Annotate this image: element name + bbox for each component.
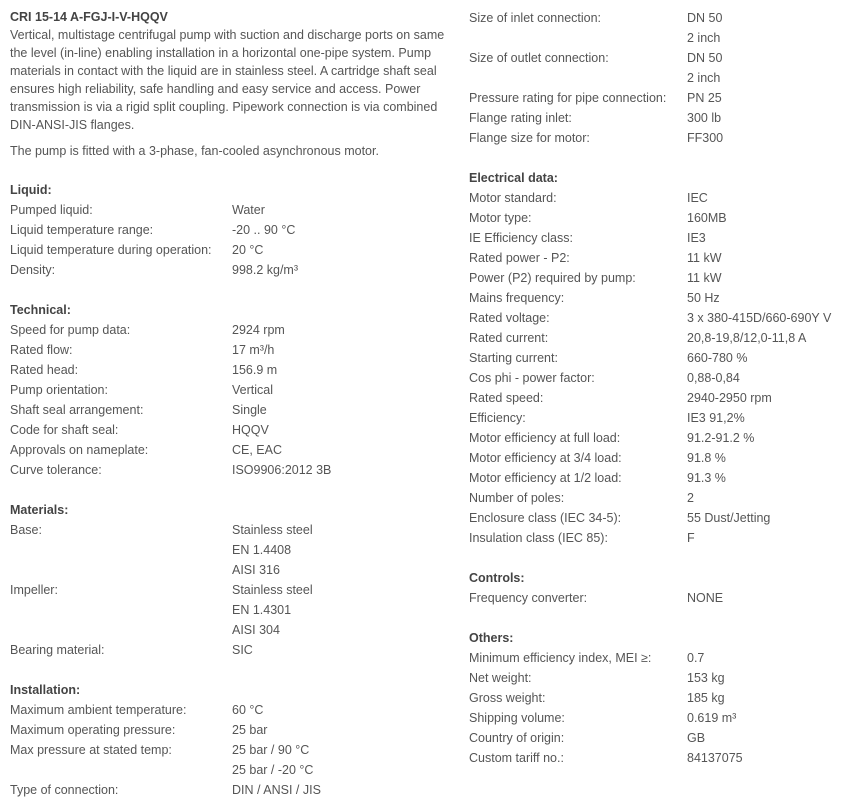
spec-row-enclosure-class-iec-34-5 [469,508,841,528]
spec-row-custom-tariff-no [469,748,841,768]
spec-label: Max pressure at stated temp: [10,743,172,757]
spec-label: Country of origin: [469,731,565,745]
spec-value: 91.2-91.2 % [687,431,755,445]
spec-row-efficiency [469,408,841,428]
spec-values [232,420,269,440]
spec-values [687,468,726,488]
spec-value: 2940-2950 rpm [687,391,772,405]
spec-label: Speed for pump data: [10,323,131,337]
spec-row-flange-size-for-motor [469,128,841,148]
spec-values [687,448,726,468]
spec-values [232,400,267,420]
spec-values [687,508,770,528]
spec-values [687,368,740,388]
spec-value: DIN / ANSI / JIS [232,783,321,797]
spec-values [687,268,722,288]
spec-row-maximum-ambient-temperature [10,700,450,720]
spec-value: 17 m³/h [232,343,275,357]
spec-value: 2 inch [687,31,721,45]
spec-label: Insulation class (IEC 85): [469,531,608,545]
spec-label: Efficiency: [469,411,526,425]
spec-row-rated-speed [469,388,841,408]
spec-label: Rated head: [10,363,79,377]
spec-label: Maximum ambient temperature: [10,703,187,717]
spec-label: IE Efficiency class: [469,231,573,245]
spec-row-size-of-inlet-connection [469,8,841,48]
spec-value: 25 bar [232,723,268,737]
spec-values [687,648,704,668]
spec-label: Liquid temperature during operation: [10,243,212,257]
spec-label: Flange rating inlet: [469,111,572,125]
spec-value: 3 x 380-415D/660-690Y V [687,311,832,325]
spec-row-pumped-liquid [10,200,450,220]
spec-label: Cos phi - power factor: [469,371,595,385]
spec-label: Liquid temperature range: [10,223,154,237]
section-spacer [10,660,450,680]
spec-label: Type of connection: [10,783,119,797]
spec-row-power-p2-required-by-pump [469,268,841,288]
spec-row-motor-efficiency-at-1-2-load [469,468,841,488]
spec-label: Gross weight: [469,691,546,705]
spec-value: IE3 [687,231,706,245]
spec-row-speed-for-pump-data [10,320,450,340]
spec-row-rated-flow [10,340,450,360]
spec-row-minimum-efficiency-index-mei [469,648,841,668]
spec-label: Number of poles: [469,491,565,505]
section-heading-materials: Materials: [10,503,69,517]
spec-value: 0.7 [687,651,705,665]
spec-values [687,88,722,108]
spec-label: Motor type: [469,211,532,225]
spec-row-ie-efficiency-class [469,228,841,248]
section-spacer [469,608,841,628]
spec-label: Pumped liquid: [10,203,93,217]
spec-value: PN 25 [687,91,722,105]
spec-values [232,360,277,380]
spec-row-rated-current [469,328,841,348]
spec-values [687,688,725,708]
spec-value: Water [232,203,265,217]
spec-values [687,128,723,148]
spec-value: FF300 [687,131,724,145]
spec-row-cos-phi-power-factor [469,368,841,388]
spec-value: 156.9 m [232,363,278,377]
spec-label: Motor efficiency at full load: [469,431,621,445]
spec-value: 25 bar / 90 °C [232,743,310,757]
spec-row-net-weight [469,668,841,688]
spec-row-motor-efficiency-at-3-4-load [469,448,841,468]
spec-values [687,408,745,428]
spec-value: 11 kW [687,251,722,265]
section-heading-liquid: Liquid: [10,183,52,197]
spec-label: Mains frequency: [469,291,565,305]
spec-value: IE3 91,2% [687,411,745,425]
spec-row-impeller [10,580,450,640]
spec-value: 2 inch [687,71,721,85]
spec-value: 50 Hz [687,291,720,305]
product-title: CRI 15-14 A-FGJ-I-V-HQQV [10,10,168,24]
spec-values [232,460,331,480]
spec-row-liquid-temperature-during-operation [10,240,450,260]
spec-value: Stainless steel [232,523,313,537]
spec-label: Rated power - P2: [469,251,570,265]
product-description: Vertical, multistage centrifugal pump with suction and discharge ports on same the level (in-line) enabling installation in a horizontal one-pipe system. Pump materials in contact with the liquid are in stainless steel. A cartridge shaft seal ensures high reliability, safe handling and easy service and access. Power transmission is via a rigid split coupling. Pipework connection is via combined DIN-ANSI-JIS flanges. [10,28,445,132]
spec-row-liquid-temperature-range [10,220,450,240]
spec-values [687,708,736,728]
motor-note: The pump is fitted with a 3-phase, fan-cooled asynchronous motor. [10,144,379,158]
spec-row-bearing-material [10,640,450,660]
spec-value: 160MB [687,211,727,225]
section-heading-technical: Technical: [10,303,71,317]
spec-value: 91.8 % [687,451,726,465]
section-heading-electrical-data: Electrical data: [469,171,558,185]
spec-label: Size of inlet connection: [469,11,602,25]
spec-value: 11 kW [687,271,722,285]
spec-value: 660-780 % [687,351,748,365]
spec-values [687,728,705,748]
spec-row-size-of-outlet-connection [469,48,841,88]
spec-value: 20 °C [232,243,264,257]
spec-values [687,208,727,228]
spec-values [687,488,694,508]
spec-row-gross-weight [469,688,841,708]
spec-value: 153 kg [687,671,725,685]
spec-label: Enclosure class (IEC 34-5): [469,511,622,525]
spec-values [687,308,831,328]
spec-row-base [10,520,450,580]
spec-row-motor-standard [469,188,841,208]
spec-label: Motor efficiency at 1/2 load: [469,471,622,485]
spec-value: Single [232,403,267,417]
spec-values [687,328,806,348]
spec-label: Pressure rating for pipe connection: [469,91,667,105]
spec-value: NONE [687,591,724,605]
spec-value: ISO9906:2012 3B [232,463,332,477]
spec-values [232,260,298,280]
spec-label: Custom tariff no.: [469,751,564,765]
spec-values [687,248,722,268]
spec-values [232,320,285,340]
spec-row-motor-efficiency-at-full-load [469,428,841,448]
spec-values [687,748,743,768]
spec-row-mains-frequency [469,288,841,308]
spec-value: 25 bar / -20 °C [232,763,314,777]
section-spacer [10,160,450,180]
spec-label: Motor efficiency at 3/4 load: [469,451,622,465]
spec-values [687,228,706,248]
spec-row-type-of-connection [10,780,450,800]
right-spec-sections [469,8,841,768]
spec-value: EN 1.4301 [232,603,292,617]
spec-row-insulation-class-iec-85 [469,528,841,548]
spec-values [232,640,253,660]
spec-value: AISI 316 [232,563,280,577]
left-column [10,8,450,800]
right-column [469,8,841,768]
spec-row-frequency-converter [469,588,841,608]
spec-label: Rated flow: [10,343,73,357]
spec-label: Impeller: [10,583,58,597]
spec-values [232,740,313,780]
spec-values [232,380,273,400]
spec-row-flange-rating-inlet [469,108,841,128]
spec-values [232,340,274,360]
spec-row-pressure-rating-for-pipe-connection [469,88,841,108]
spec-values [232,520,313,580]
spec-values [687,348,747,368]
section-spacer [10,280,450,300]
spec-label: Code for shaft seal: [10,423,119,437]
spec-label: Base: [10,523,42,537]
spec-row-max-pressure-at-stated-temp [10,740,450,780]
spec-values [232,220,295,240]
spec-value: 60 °C [232,703,264,717]
spec-value: 300 lb [687,111,722,125]
spec-values [232,240,263,260]
spec-values [232,780,321,800]
spec-values [687,108,721,128]
section-heading-installation: Installation: [10,683,81,697]
spec-row-shipping-volume [469,708,841,728]
spec-value: CE, EAC [232,443,283,457]
spec-value: IEC [687,191,708,205]
spec-row-country-of-origin [469,728,841,748]
spec-value: 2 [687,491,694,505]
spec-row-number-of-poles [469,488,841,508]
spec-values [687,388,772,408]
spec-value: AISI 304 [232,623,280,637]
spec-label: Rated current: [469,331,549,345]
spec-label: Motor standard: [469,191,557,205]
spec-row-rated-voltage [469,308,841,328]
spec-value: SIC [232,643,253,657]
spec-label: Starting current: [469,351,558,365]
spec-value: F [687,531,695,545]
section-heading-others: Others: [469,631,514,645]
spec-values [687,668,725,688]
spec-label: Net weight: [469,671,532,685]
left-spec-sections [10,160,450,800]
spec-values [232,580,313,640]
spec-value: 55 Dust/Jetting [687,511,771,525]
spec-values [687,48,722,88]
spec-values [687,8,722,48]
spec-value: Vertical [232,383,273,397]
spec-label: Maximum operating pressure: [10,723,176,737]
spec-value: DN 50 [687,11,723,25]
spec-value: 998.2 kg/m³ [232,263,299,277]
spec-value: 0,88-0,84 [687,371,740,385]
spec-values [687,288,720,308]
spec-row-rated-power-p2 [469,248,841,268]
spec-label: Frequency converter: [469,591,588,605]
spec-values [232,720,267,740]
spec-value: 84137075 [687,751,743,765]
spec-row-code-for-shaft-seal [10,420,450,440]
spec-label: Minimum efficiency index, MEI ≥: [469,651,652,665]
spec-values [687,428,754,448]
spec-value: 2924 rpm [232,323,285,337]
spec-row-density [10,260,450,280]
spec-row-shaft-seal-arrangement [10,400,450,420]
spec-row-rated-head [10,360,450,380]
spec-value: 0.619 m³ [687,711,737,725]
spec-row-maximum-operating-pressure [10,720,450,740]
spec-label: Size of outlet connection: [469,51,609,65]
spec-value: 20,8-19,8/12,0-11,8 A [687,331,807,345]
spec-value: 185 kg [687,691,725,705]
spec-label: Rated speed: [469,391,544,405]
spec-values [232,700,263,720]
spec-label: Rated voltage: [469,311,550,325]
spec-value: EN 1.4408 [232,543,292,557]
spec-label: Bearing material: [10,643,105,657]
section-heading-controls: Controls: [469,571,525,585]
spec-value: GB [687,731,706,745]
spec-values [687,188,708,208]
spec-row-curve-tolerance [10,460,450,480]
spec-row-starting-current [469,348,841,368]
spec-label: Approvals on nameplate: [10,443,149,457]
spec-values [232,200,265,220]
section-spacer [469,548,841,568]
spec-value: -20 .. 90 °C [232,223,296,237]
section-spacer [469,148,841,168]
spec-row-pump-orientation [10,380,450,400]
spec-label: Shaft seal arrangement: [10,403,144,417]
spec-row-motor-type [469,208,841,228]
spec-label: Flange size for motor: [469,131,590,145]
spec-label: Power (P2) required by pump: [469,271,636,285]
spec-values [687,588,723,608]
spacer [10,134,450,142]
spec-value: DN 50 [687,51,723,65]
spec-label: Curve tolerance: [10,463,102,477]
spec-value: Stainless steel [232,583,313,597]
spec-label: Shipping volume: [469,711,565,725]
spec-values [687,528,695,548]
spec-label: Pump orientation: [10,383,108,397]
spec-value: 91.3 % [687,471,726,485]
spec-label: Density: [10,263,56,277]
spec-row-approvals-on-nameplate [10,440,450,460]
spec-value: HQQV [232,423,269,437]
section-spacer [10,480,450,500]
spec-values [232,440,282,460]
